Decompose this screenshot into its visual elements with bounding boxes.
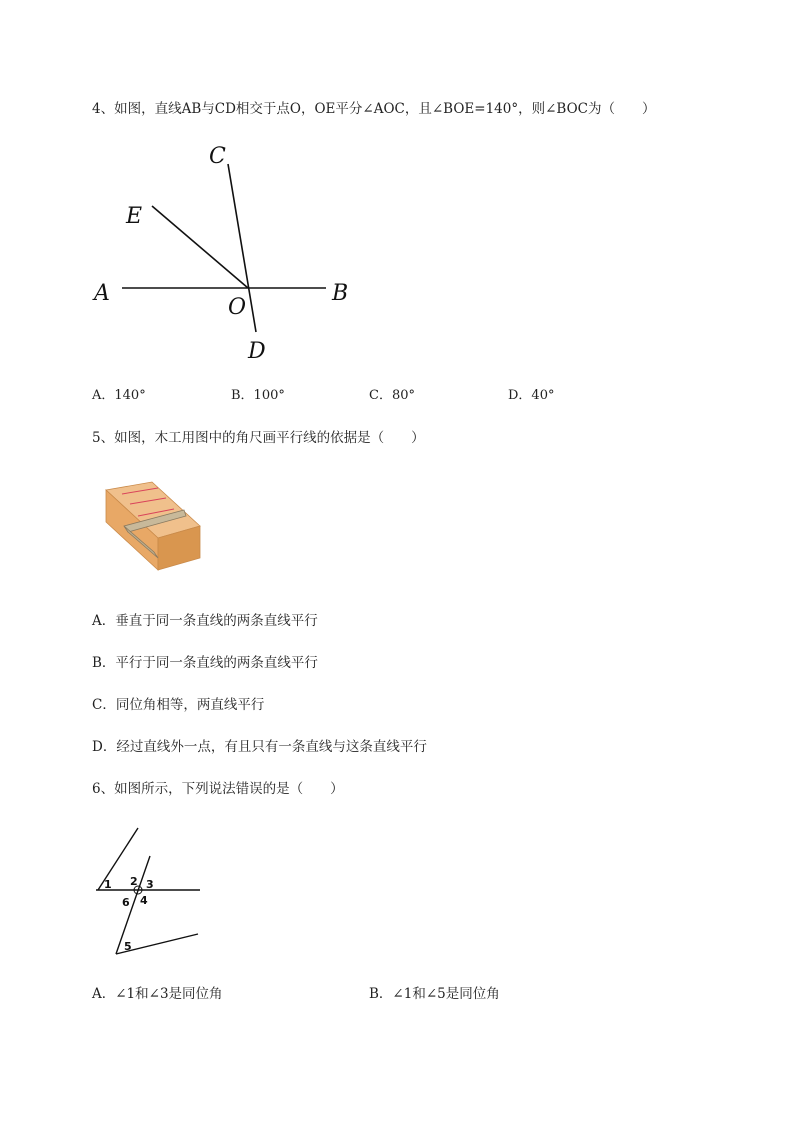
label-C: C (209, 144, 226, 169)
angle-label-5: 5 (124, 940, 132, 953)
q6-angles-figure (90, 822, 206, 962)
q4-option-c[interactable]: C．80° (369, 388, 415, 403)
q5-stem: 5、如图，木工用图中的角尺画平行线的依据是（ ） (92, 430, 425, 446)
q6-option-a[interactable]: A．∠1和∠3是同位角 (92, 986, 223, 1002)
ray-OE (152, 206, 248, 288)
q4-stem: 4、如图，直线AB与CD相交于点O，OE平分∠AOC，且∠BOE=140°，则∠BOC为（ ） (92, 101, 656, 117)
angle-label-3: 3 (146, 878, 154, 891)
q4-option-b[interactable]: B．100° (231, 388, 285, 403)
angle-label-2: 2 (130, 875, 138, 888)
angle-label-4: 4 (140, 894, 148, 907)
q4-option-d[interactable]: D．40° (508, 388, 555, 403)
angle-label-6: 6 (122, 896, 130, 909)
label-D: D (248, 339, 266, 364)
angle-label-1: 1 (104, 878, 112, 891)
q6-stem: 6、如图所示，下列说法错误的是（ ） (92, 781, 344, 797)
label-O: O (228, 295, 247, 320)
q4-option-a[interactable]: A．140° (92, 388, 146, 403)
q5-wood-block-figure (100, 476, 210, 574)
q6-option-b[interactable]: B．∠1和∠5是同位角 (369, 986, 500, 1002)
label-A: A (94, 281, 110, 306)
q5-option-d[interactable]: D．经过直线外一点，有且只有一条直线与这条直线平行 (92, 739, 427, 755)
label-E: E (126, 204, 143, 229)
q5-option-b[interactable]: B．平行于同一条直线的两条直线平行 (92, 655, 318, 671)
label-B: B (332, 281, 349, 306)
q5-option-a[interactable]: A．垂直于同一条直线的两条直线平行 (92, 613, 318, 629)
q4-figure (88, 140, 368, 370)
q5-option-c[interactable]: C．同位角相等，两直线平行 (92, 697, 265, 713)
